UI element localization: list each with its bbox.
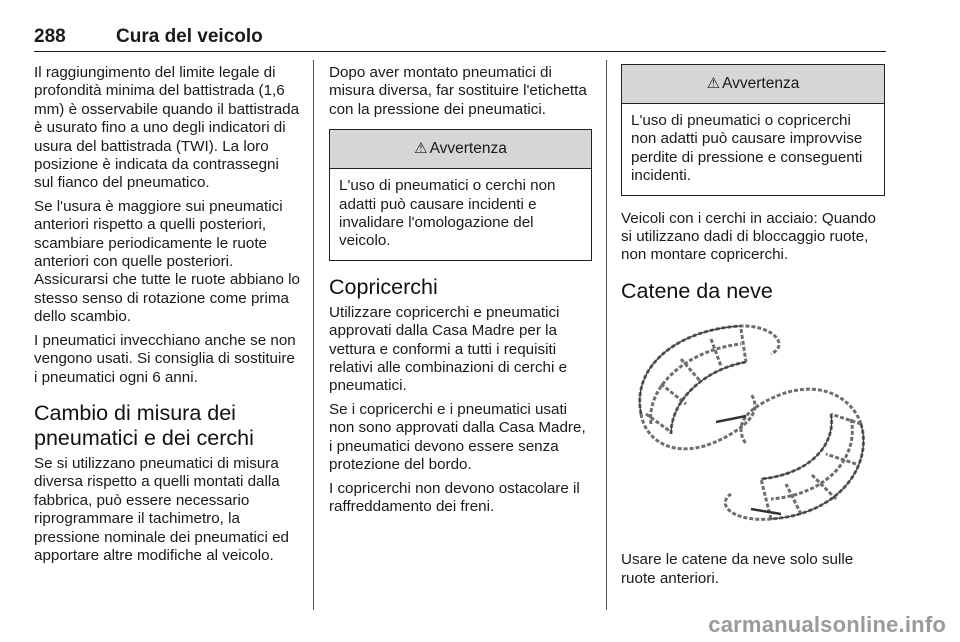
heading-size-change: Cambio di misura dei pneumatici e dei cerchi [34, 400, 254, 450]
page-number: 288 [34, 26, 66, 47]
snow-chains-illustration [621, 314, 885, 536]
warning-text: L'uso di pneumatici o cerchi non adatti può causare incidenti e invalidare l'omologazione del veicolo. [339, 177, 556, 250]
heading-wheel-covers: Copricerchi [329, 274, 438, 299]
paragraph-steel-wheels: Veicoli con i cerchi in acciaio: Quando si utilizzano dadi di bloccaggio ruote, non montare copricerchi. [621, 209, 876, 264]
section-title: Cura del veicolo [116, 26, 263, 47]
paragraph-wear-rotation: Se l'usura è maggiore sui pneumatici anteriori rispetto a quelli posteriori, scambiare periodicamente le ruote anteriori con quelle posteriori. Assicurarsi che tutte le ruote abbiano lo stesso senso di rotazione come prima dello scambio. [34, 197, 300, 326]
paragraph-tread-limit: Il raggiungimento del limite legale di profondità minima del battistrada (1,6 mm) è osservabile quando il battistrada è usurato fino a uno degli indicatori di usura del battistrada (TWI). La loro posizione è indicata da contrassegni sul fianco del pneumatico. [34, 64, 300, 192]
warning-text: L'uso di pneumatici o copricerchi non adatti può causare improvvise perdite di pressione e conseguenti incidenti. [631, 112, 863, 185]
column-divider [606, 60, 607, 610]
warning-box [621, 64, 885, 196]
paragraph-tyre-aging: I pneumatici invecchiano anche se non vengono usati. Si consiglia di sostituire i pneumatici ogni 6 anni. [34, 331, 296, 386]
page-header [34, 26, 886, 52]
paragraph-unapproved-covers: Se i copricerchi e i pneumatici usati non sono approvati dalla Casa Madre, i pneumatici devono essere senza protezione del bordo. [329, 400, 586, 474]
column-right [621, 64, 885, 593]
watermark: carmanualsonline.info [708, 612, 946, 637]
paragraph-brake-cooling: I copricerchi non devono ostacolare il raffreddamento dei freni. [329, 479, 580, 515]
heading-snow-chains: Catene da neve [621, 278, 773, 303]
warning-title: Avvertenza [722, 74, 800, 92]
column-left [34, 64, 302, 570]
paragraph-approved-covers: Utilizzare copricerchi e pneumatici approvati dalla Casa Madre per la vettura e conformi a tutti i requisiti relativi alle combinazioni di cerchi e pneumatici. [329, 303, 568, 395]
column-divider [313, 60, 314, 610]
warning-header [330, 130, 591, 169]
warning-box [329, 129, 592, 261]
warning-triangle-icon: ⚠ [414, 140, 428, 158]
warning-triangle-icon: ⚠ [706, 74, 721, 92]
paragraph-chains-front: Usare le catene da neve solo sulle ruote anteriori. [621, 551, 854, 587]
paragraph-size-change: Se si utilizzano pneumatici di misura diversa rispetto a quelli montati dalla fabbrica, può essere necessario riprogrammare il tachimetro, la pressione nominale dei pneumatici ed apportare altre modifiche al veicolo. [34, 454, 289, 564]
column-middle [329, 64, 592, 521]
paragraph-pressure-label: Dopo aver montato pneumatici di misura diversa, far sostituire l'etichetta con la pressione dei pneumatici. [329, 64, 587, 118]
warning-header [622, 65, 884, 104]
warning-title: Avvertenza [429, 140, 507, 158]
